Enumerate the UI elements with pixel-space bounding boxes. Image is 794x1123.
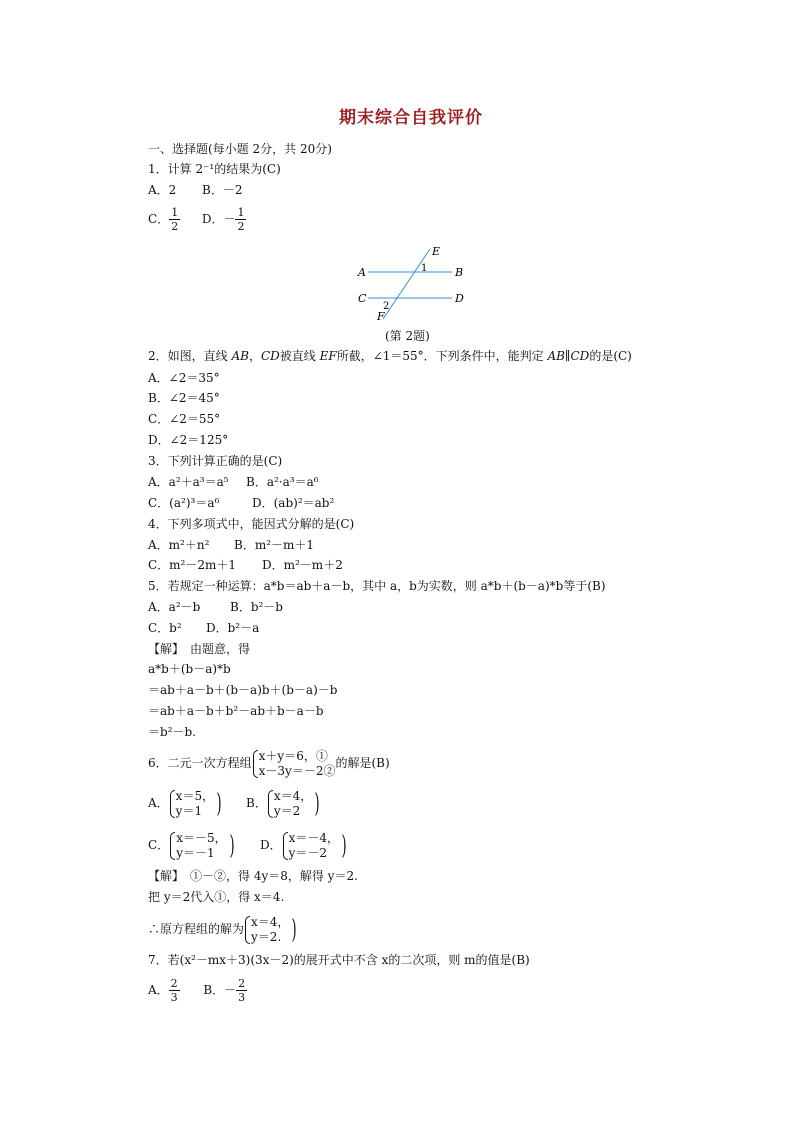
q2-option-c: C．∠2＝55° xyxy=(148,412,221,426)
q6-solution-line-2: 把 y＝2代入①，得 x＝4. xyxy=(148,890,285,904)
q6-solution-prefix: ∴原方程组的解为 xyxy=(148,922,245,936)
system-row-2: y＝2 xyxy=(273,803,301,818)
q5-solution-line-1: 【解】 由题意，得 xyxy=(148,642,251,656)
q3-option-a: A．a²＋a³＝a⁵ xyxy=(148,475,229,489)
q6-solution-line-3 xyxy=(148,912,300,946)
fraction-numerator: 1 xyxy=(171,206,179,219)
label-b: B xyxy=(455,266,464,279)
system-row-1: x＝－4， xyxy=(288,830,340,845)
system-row-2: y＝2. xyxy=(251,929,282,944)
q6-option-d-system xyxy=(282,831,339,861)
q5-option-d: D．b²－a xyxy=(206,621,260,635)
q2-option-a: A．∠2＝35° xyxy=(148,371,220,385)
q3-stem: 3．下列计算正确的是(C) xyxy=(148,454,283,468)
q7-option-a-fraction xyxy=(169,977,180,1004)
q6-option-d xyxy=(260,828,349,862)
label-angle-2: 2 xyxy=(383,301,390,312)
q2-comma: ， xyxy=(248,349,261,363)
q7-options xyxy=(148,974,247,1006)
q6-solution-line-1: 【解】 ①－②，得 4y＝8，解得 y＝2. xyxy=(148,869,358,883)
close-paren: ) xyxy=(314,788,320,819)
fraction-numerator: 2 xyxy=(238,977,246,990)
q1-option-c xyxy=(148,204,246,234)
q6-option-a-system xyxy=(169,789,214,819)
q5-stem: 5．若规定一种运算：a*b＝ab＋a－b，其中 a，b为实数，则 a*b＋(b－a)*b等于(B) xyxy=(148,579,606,593)
fraction-numerator: 2 xyxy=(170,977,178,990)
q2-stem-post: 所截，∠1＝55°．下列条件中，能判定 xyxy=(336,349,548,363)
page-title: 期末综合自我评价 xyxy=(339,108,483,128)
q2-option-d: D．∠2＝125° xyxy=(148,433,229,447)
q3-option-d: D．(ab)²＝ab² xyxy=(252,496,335,510)
system-row-2: y＝－2 xyxy=(288,845,328,860)
q4-option-d: D．m²－m＋2 xyxy=(262,558,343,572)
q5-solution-line-4: ＝ab＋a－b＋b²－ab＋b－a－b xyxy=(148,704,324,718)
q2-option-b: B．∠2＝45° xyxy=(148,391,220,405)
q6-option-b xyxy=(246,786,322,820)
q5-option-b: B．b²－b xyxy=(230,600,283,614)
close-paren: ) xyxy=(291,914,298,945)
label-a: A xyxy=(358,266,366,279)
close-paren: ) xyxy=(229,830,235,861)
q2-stem xyxy=(148,348,632,364)
system-row-1: x＝4， xyxy=(251,914,290,929)
q3-option-c: C．(a²)³＝a⁶ xyxy=(148,496,220,510)
q2-parallel: AB∥CD xyxy=(547,349,590,363)
figure-q2 xyxy=(352,243,472,323)
q1-option-b: B．－2 xyxy=(202,183,243,197)
q5-solution-line-2: a*b＋(b－a)*b xyxy=(148,662,231,676)
q1-stem: 1．计算 2⁻¹的结果为(C) xyxy=(148,162,281,176)
fraction-denominator: 2 xyxy=(171,220,179,233)
q6-option-a-label: A． xyxy=(148,796,169,810)
fraction-denominator: 3 xyxy=(170,991,178,1004)
q2-stem-end: 的是(C) xyxy=(589,349,632,363)
q6-equation-1: x＋y＝6，① xyxy=(258,748,328,763)
q5-option-a: A．a²－b xyxy=(148,600,201,614)
q6-option-c xyxy=(148,828,237,862)
fraction-denominator: 3 xyxy=(238,991,246,1004)
q1-option-a: A．2 xyxy=(148,183,177,197)
q2-stem-pre: 2．如图，直线 xyxy=(148,349,232,363)
system-row-2: y＝1 xyxy=(175,803,203,818)
q4-option-a: A．m²＋n² xyxy=(148,538,210,552)
q6-solution-system xyxy=(244,915,289,945)
q6-option-d-label: D． xyxy=(260,838,282,852)
q6-option-b-label: B． xyxy=(246,796,267,810)
label-c: C xyxy=(358,292,367,305)
q2-stem-mid: 被直线 xyxy=(279,349,320,363)
close-paren: ) xyxy=(341,830,347,861)
q2-line-ef: EF xyxy=(319,349,337,363)
q6-option-a xyxy=(148,786,224,820)
q6-equation-2: x－3y＝－2② xyxy=(258,763,336,778)
section-heading: 一、选择题(每小题 2分，共 20分) xyxy=(148,142,332,156)
q4-option-c: C．m²－2m＋1 xyxy=(148,558,237,572)
q6-stem xyxy=(148,748,390,779)
fraction-denominator: 2 xyxy=(237,220,245,233)
q7-option-b-label: B．－ xyxy=(203,983,237,997)
fraction-numerator: 1 xyxy=(237,206,245,219)
q4-option-b: B．m²－m＋1 xyxy=(234,538,315,552)
system-row-1: x＝4， xyxy=(273,788,313,803)
q7-stem: 7．若(x²－mx＋3)(3x－2)的展开式中不含 x的二次项，则 m的值是(B) xyxy=(148,953,530,967)
q1-option-c-label: C． xyxy=(148,212,170,226)
system-row-2: y＝－1 xyxy=(176,845,215,860)
system-row-1: x＝－5， xyxy=(176,830,227,845)
q6-stem-pre: 6．二元一次方程组 xyxy=(148,756,252,770)
figure-caption: (第 2题) xyxy=(385,329,430,343)
q3-option-b: B．a²·a³＝a⁶ xyxy=(246,475,319,489)
q5-solution-line-5: ＝b²－b. xyxy=(148,725,196,739)
q4-stem: 4．下列多项式中，能因式分解的是(C) xyxy=(148,517,355,531)
q5-solution-line-3: ＝ab＋a－b＋(b－a)b＋(b－a)－b xyxy=(148,683,338,697)
label-f: F xyxy=(377,310,385,323)
system-row-1: x＝5， xyxy=(175,788,215,803)
q1-option-d-fraction xyxy=(235,206,246,233)
q6-option-c-system xyxy=(169,831,226,861)
q6-option-b-system xyxy=(267,789,312,819)
q6-equation-system xyxy=(252,749,336,779)
q5-option-c: C．b² xyxy=(148,621,182,635)
q1-option-c-fraction xyxy=(169,206,180,233)
q7-option-b-fraction xyxy=(236,977,247,1004)
q2-line-ab: AB xyxy=(231,349,249,363)
label-angle-1: 1 xyxy=(421,263,428,274)
q6-option-c-label: C． xyxy=(148,838,170,852)
q2-line-cd: CD xyxy=(260,349,280,363)
q6-stem-post: 的解是(B) xyxy=(335,756,390,770)
q7-option-a-label: A． xyxy=(148,983,169,997)
label-e: E xyxy=(432,245,441,258)
close-paren: ) xyxy=(216,788,222,819)
q1-option-d-label: D．－ xyxy=(201,212,236,226)
line-ef xyxy=(383,249,430,319)
label-d: D xyxy=(455,292,464,305)
